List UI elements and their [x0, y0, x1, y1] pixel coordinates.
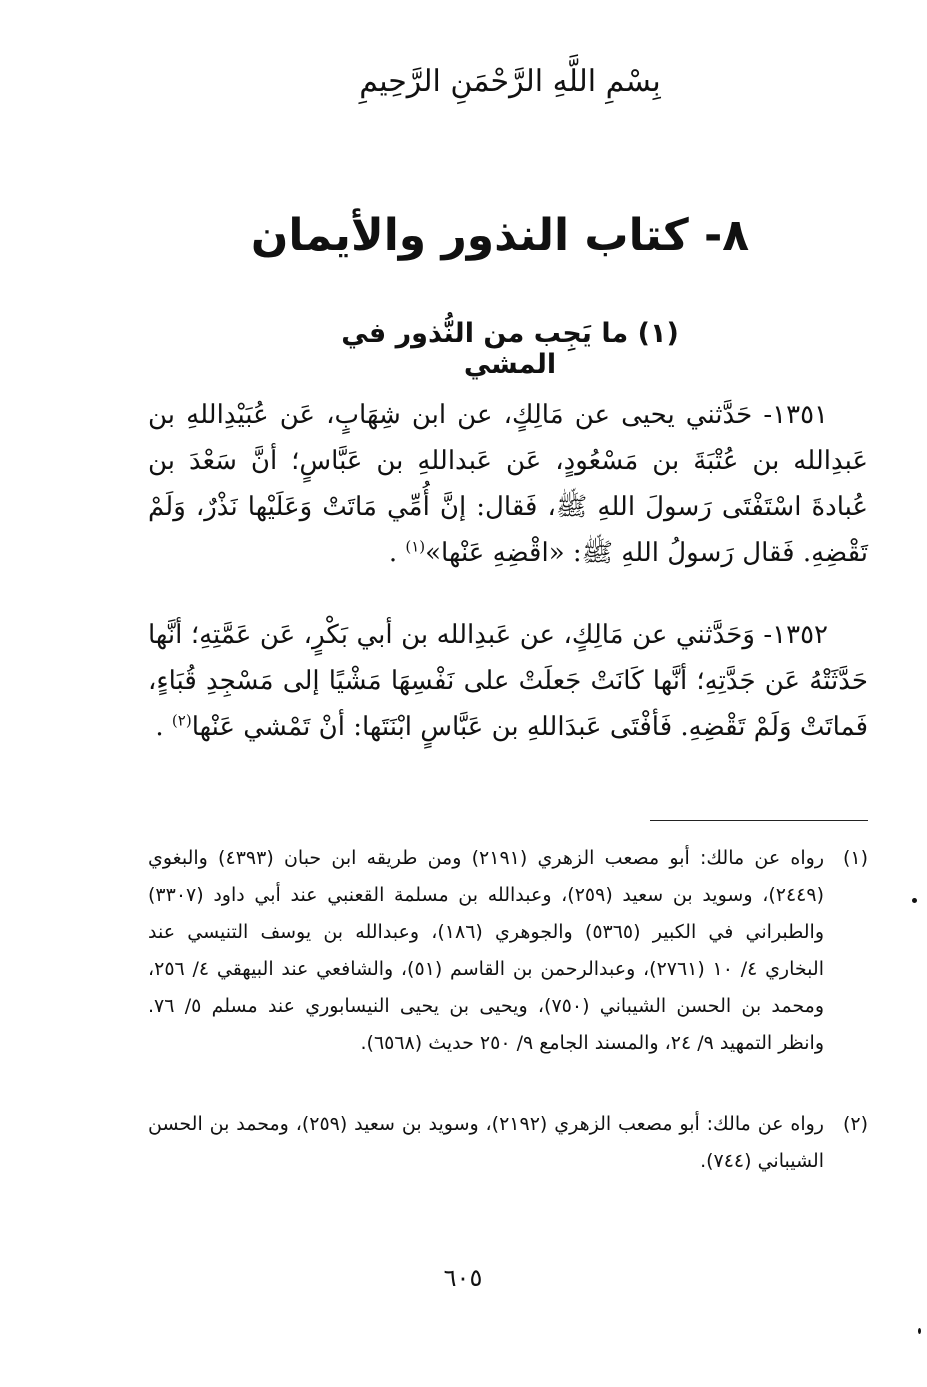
- book-title: ٨- كتاب النذور والأيمان: [250, 210, 750, 261]
- hadith-ending: .: [155, 712, 164, 742]
- hadith-text: ١٣٥١- حَدَّثني يحيى عن مَالِكٍ، عن ابن شِهَابٍ، عَن عُبَيْدِاللهِ بن عَبدِالله بن عُتْبَةَ بن مَسْعُودٍ، عَن عَبداللهِ بن عَبَّاسٍ؛ أنَّ سَعْدَ بن عُبادةَ اسْتَفْتَى رَسولَ اللهِ ﷺ، فَقال: إنَّ أُمِّي مَاتَتْ وَعَلَيْها نَذْرٌ، وَلَمْ تَقْضِهِ. فَقال رَسولُ اللهِ ﷺ: «اقْضِهِ عَنْها»: [148, 400, 869, 568]
- scan-speck: [912, 898, 917, 903]
- hadith-1352: [148, 612, 868, 750]
- basmala-header: بِسْمِ اللَّهِ الرَّحْمَنِ الرَّحِيمِ: [359, 64, 661, 99]
- footnote-number: (٢): [842, 1113, 868, 1135]
- scan-speck: [918, 1328, 921, 1334]
- hadith-ending: .: [388, 538, 398, 568]
- hadith-1351: [148, 392, 868, 576]
- footnote-1: [148, 840, 868, 1062]
- footnote-ref-2[interactable]: (٢): [171, 711, 192, 730]
- footnote-text: رواه عن مالك: أبو مصعب الزهري (٢١٩٢)، وسويد بن سعيد (٢٥٩)، ومحمد بن الحسن الشيباني (٧٤٤).: [148, 1113, 824, 1172]
- page-number: ٦٠٥: [443, 1264, 483, 1292]
- footnote-number: (١): [842, 847, 868, 869]
- footnote-2: [148, 1106, 868, 1180]
- hadith-text: ١٣٥٢- وَحَدَّثني عن مَالِكٍ، عن عَبدِالله بن أبي بَكْرٍ، عَن عَمَّتِهِ؛ أنَّها حَدَّثَتْهُ عَن جَدَّتِهِ؛ أنَّها كَانَتْ جَعلَتْ على نَفْسِهَا مَشْيًا إلى مَسْجِدِ قُبَاءٍ، فَماتَتْ وَلَمْ تَقْضِهِ. فَأفْتَى عَبدَاللهِ بن عَبَّاسٍ ابْنَتَها: أنْ تَمْشي عَنْها: [148, 620, 868, 742]
- footnote-text: رواه عن مالك: أبو مصعب الزهري (٢١٩١) ومن طريقه ابن حبان (٤٣٩٣) والبغوي (٢٤٤٩)، وسويد بن سعيد (٢٥٩)، وعبدالله بن مسلمة القعنبي عند أبي داود (٣٣٠٧) والطبراني في الكبير (٥٣٦٥) والجوهري (١٨٦)، وعبدالله بن يوسف التنيسي عند البخاري ٤/ ١٠ (٢٧٦١)، وعبدالرحمن بن القاسم (٥١)، والشافعي عند البيهقي ٤/ ٢٥٦، ومحمد بن الحسن الشيباني (٧٥٠)، ويحيى بن يحيى النيسابوري عند مسلم ٥/ ٧٦. وانظر التمهيد ٩/ ٢٤، والمسند الجامع ٩/ ٢٥٠ حديث (٦٥٦٨).: [148, 847, 824, 1054]
- footnote-separator: [650, 820, 868, 821]
- footnote-ref-1[interactable]: (١): [405, 537, 426, 556]
- chapter-title: (١) ما يَجِب من النُّذور في المشي: [341, 318, 679, 380]
